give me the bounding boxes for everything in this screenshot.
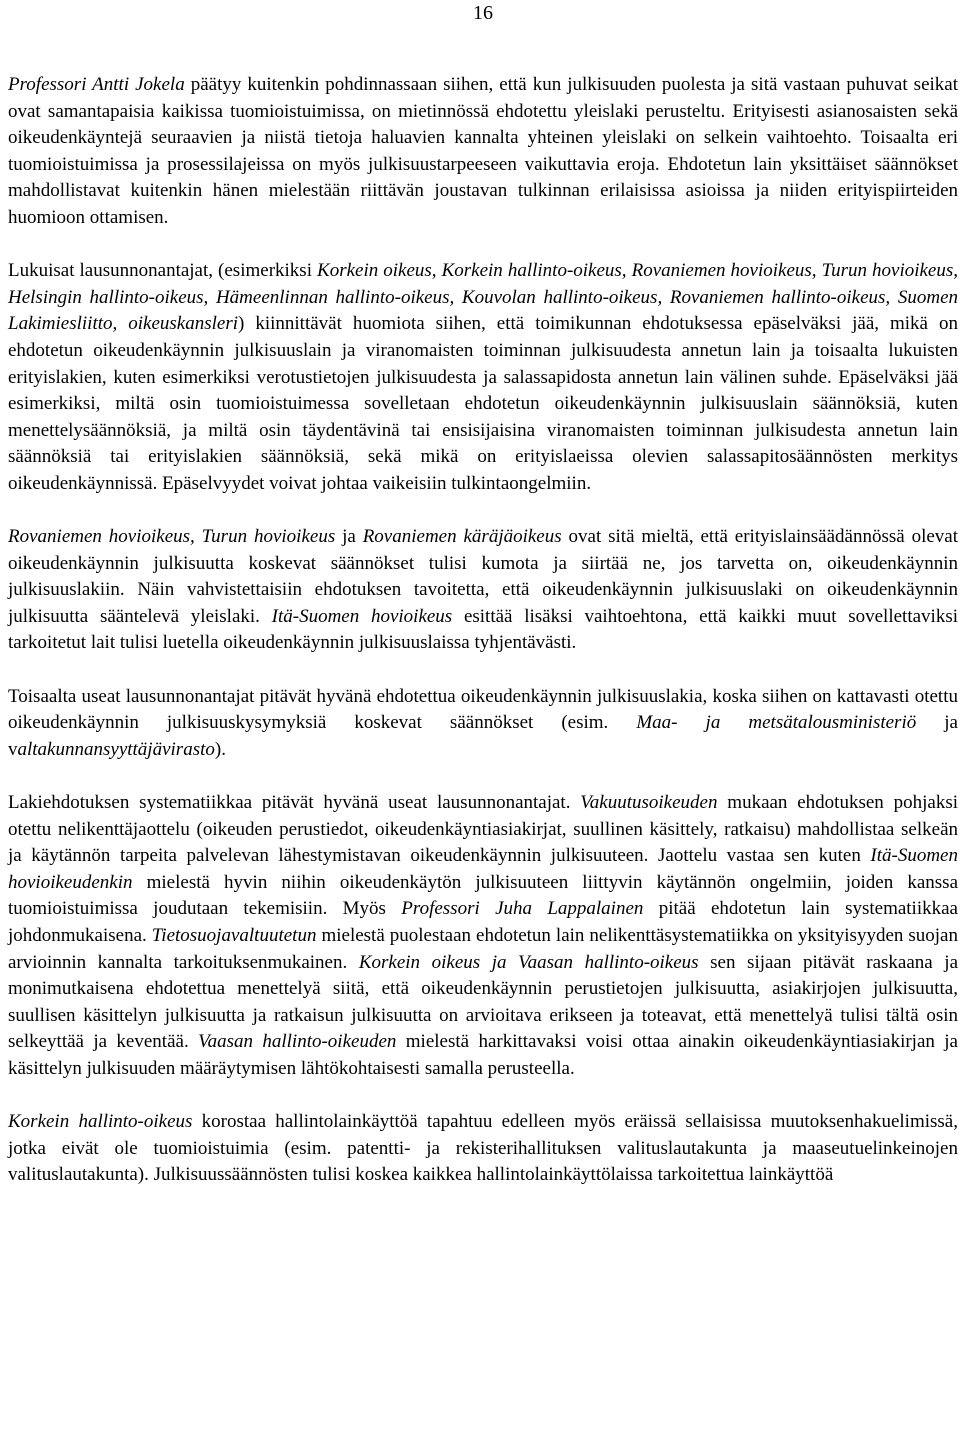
paragraph [8,72,958,232]
page-number: 16 [473,2,493,24]
text-run: korostaa hallintolainkäyttöä tapahtuu edelleen myös eräissä sellaisissa muutoksenhakuelimissä, jotka eivät ole tuomioistuimia (esim. patentti- ja rekisterihallituksen valituslautakunta ja maaseutuelinkeinojen valituslautakunta). Julkisuussäännösten tulisi koskea kaikkea hallintolainkäyttölaissa tarkoitettua lainkäyttöä [8,1111,958,1186]
italic-text-run: Korkein oikeus ja Vaasan hallinto-oikeus [358,951,699,973]
text-run: ja [335,526,363,548]
text-run: pitää ehdotetun lain systematiikkaa johdonmukaisena. [8,898,958,946]
text-run: ) kiinnittävät huomiota siihen, että toimikunnan ehdotuksessa epäselväksi jää, mikä on ehdotetun oikeudenkäynnin julkisuuslain ja viranomaisten toiminnan julkisuudesta annetun lain ja toisaalta lukuisten erityislakien, kuten esimerkiksi verotustietojen julkisuudesta ja salassapidosta annetun lain välinen suhde. Epäselväksi jää esimerkiksi, miltä osin tuomioistuimessa sovelletaan ehdotetun oikeudenkäynnin julkisuuslain säännöksiä, kuten menettelysäännöksiä, ja miltä osin täydentävinä tai ensisijaisina viranomaisten toiminnan julkisudesta annetun lain säännöksiä tai erityislakien säännöksiä, sekä mikä on erityislaeissa olevien salassapitosäännösten merkitys oikeudenkäynnissä. Epäselvyydet voivat johtaa vaikeisiin tulkintaongelmiin. [8,313,958,494]
text-run: Lukuisat lausunnonantajat, (esimerkiksi [8,260,318,282]
italic-text-run: Vakuutusoikeuden [580,792,718,814]
text-run: mielestä hyvin niihin oikeudenkäytön julkisuuteen liittyvin käytännön ongelmiin, joiden kanssa tuomioistuimissa joudutaan tekemisiin. Myös [8,871,958,920]
text-run: esittää lisäksi vaihtoehtona, että kaikki muut sovellettaviksi tarkoitetut lait tulisi luetella oikeudenkäynnin julkisuuslaissa tyhjentävästi. [8,605,958,654]
text-run: ja v [8,712,958,760]
paragraph [8,790,958,1083]
text-run: sen sijaan pitävät raskaana ja monimutkaisena ehdotettua menettelyä siitä, että oikeudenkäynnin perustietojen julkisuutta, asiakirjojen julkisuutta, suullisen käsittelyn julkisuutta ja ratkaisun julkisuutta on arvioitava erikseen ja toteavat, että menettelyä tulisi tältä osin selkeyttää ja keventää. [8,951,958,1053]
italic-text-run: Itä-Suomen hovioikeus [271,605,453,627]
italic-text-run: altakunnansyyttäjävirasto [17,738,215,760]
text-run: mukaan ehdotuksen pohjaksi otettu nelikenttäjaottelu (oikeuden perustiedot, oikeudenkäyntiasiakirjat, suullinen käsittely, ratkaisu) mahdollistaa selkeän ja käytännön tarpeita palvelevan lähestymistavan oikeudenkäynnin julkisuuteen. Jaottelu vastaa sen kuten [8,792,958,867]
text-run: päätyy kuitenkin pohdinnassaan siihen, että kun julkisuuden puolesta ja sitä vastaan puhuvat seikat ovat samantapaisia kaikissa tuomioistuimissa, on mietinnössä ehdotettu yleislaki perusteltu. Erityisesti asianosaisten sekä oikeudenkäyntejä seuraavien ja niistä tietoja haluavien kannalta yhteinen yleislaki on selkein vaihtoehto. Toisaalta eri tuomioistuimissa ja prosessilajeissa on myös julkisuustarpeeseen vaikuttavia eroja. Ehdotetun lain yksittäiset säännökset mahdollistavat kuitenkin hänen mielestään riittävän joustavan tulkinnan erilaisissa asioissa ja niiden erityispiirteiden huomioon ottamisen. [8,74,958,228]
text-run: ). [214,738,226,760]
italic-text-run: Vaasan hallinto-oikeuden [198,1031,397,1053]
text-run: mielestä harkittavaksi voisi ottaa ainakin oikeudenkäyntiasiakirjan ja käsittelyn julkisuuden määräytymisen lähtökohtaisesti samalla perusteella. [8,1031,958,1079]
italic-text-run: Professori Juha Lappalainen [401,898,644,920]
paragraph [8,258,958,497]
italic-text-run: Rovaniemen käräjäoikeus [362,526,562,548]
italic-text-run: Tietosuojavaltuutetun [151,925,317,946]
italic-text-run: Korkein oikeus, Korkein hallinto-oikeus, Rovaniemen hovioikeus, Turun hovioikeus, Helsingin hallinto-oikeus, Hämeenlinnan hallinto-oikeus, Kouvolan hallinto-oikeus, Rovaniemen hallinto-oikeus, Suomen Lakimiesliitto, oikeuskansleri [8,260,959,335]
paragraph [8,1109,958,1189]
text-run: mielestä puolestaan ehdotetun lain nelikenttäsystematiikka on yksityisyyden suojan arvioinnin kannalta tarkoituksenmukainen. [8,925,958,973]
text-run: Toisaalta useat lausunnonantajat pitävät hyvänä ehdotettua oikeudenkäynnin julkisuuslakia, koska siihen on kattavasti otettu oikeudenkäynnin julkisuuskysymyksiä koskevat säännökset (esim. [8,685,958,734]
paragraph [8,684,958,764]
paragraph [8,524,958,657]
italic-text-run: Professori Antti Jokela [8,74,185,95]
text-run: ovat sitä mieltä, että erityislainsäädännössä olevat oikeudenkäynnin julkisuutta koskevat säännökset tulisi kumota ja siirtää ne, jos tarvetta on, oikeudenkäynnin julkisuuslakiin. Näin vahvistettaisiin ehdotuksen tavoitetta, että oikeudenkäynnin julkisuuslaki on oikeudenkäynnin julkisuutta sääntelevä yleislaki. [8,526,958,627]
document-body [8,72,958,1216]
italic-text-run: Korkein hallinto-oikeus [8,1111,193,1133]
italic-text-run: Rovaniemen hovioikeus, Turun hovioikeus [8,526,336,548]
italic-text-run: Maa- ja metsätalousministeriö [636,712,917,734]
text-run: Lakiehdotuksen systematiikkaa pitävät hyvänä useat lausunnonantajat. [8,792,581,814]
italic-text-run: Itä-Suomen hovioikeudenkin [8,845,958,893]
